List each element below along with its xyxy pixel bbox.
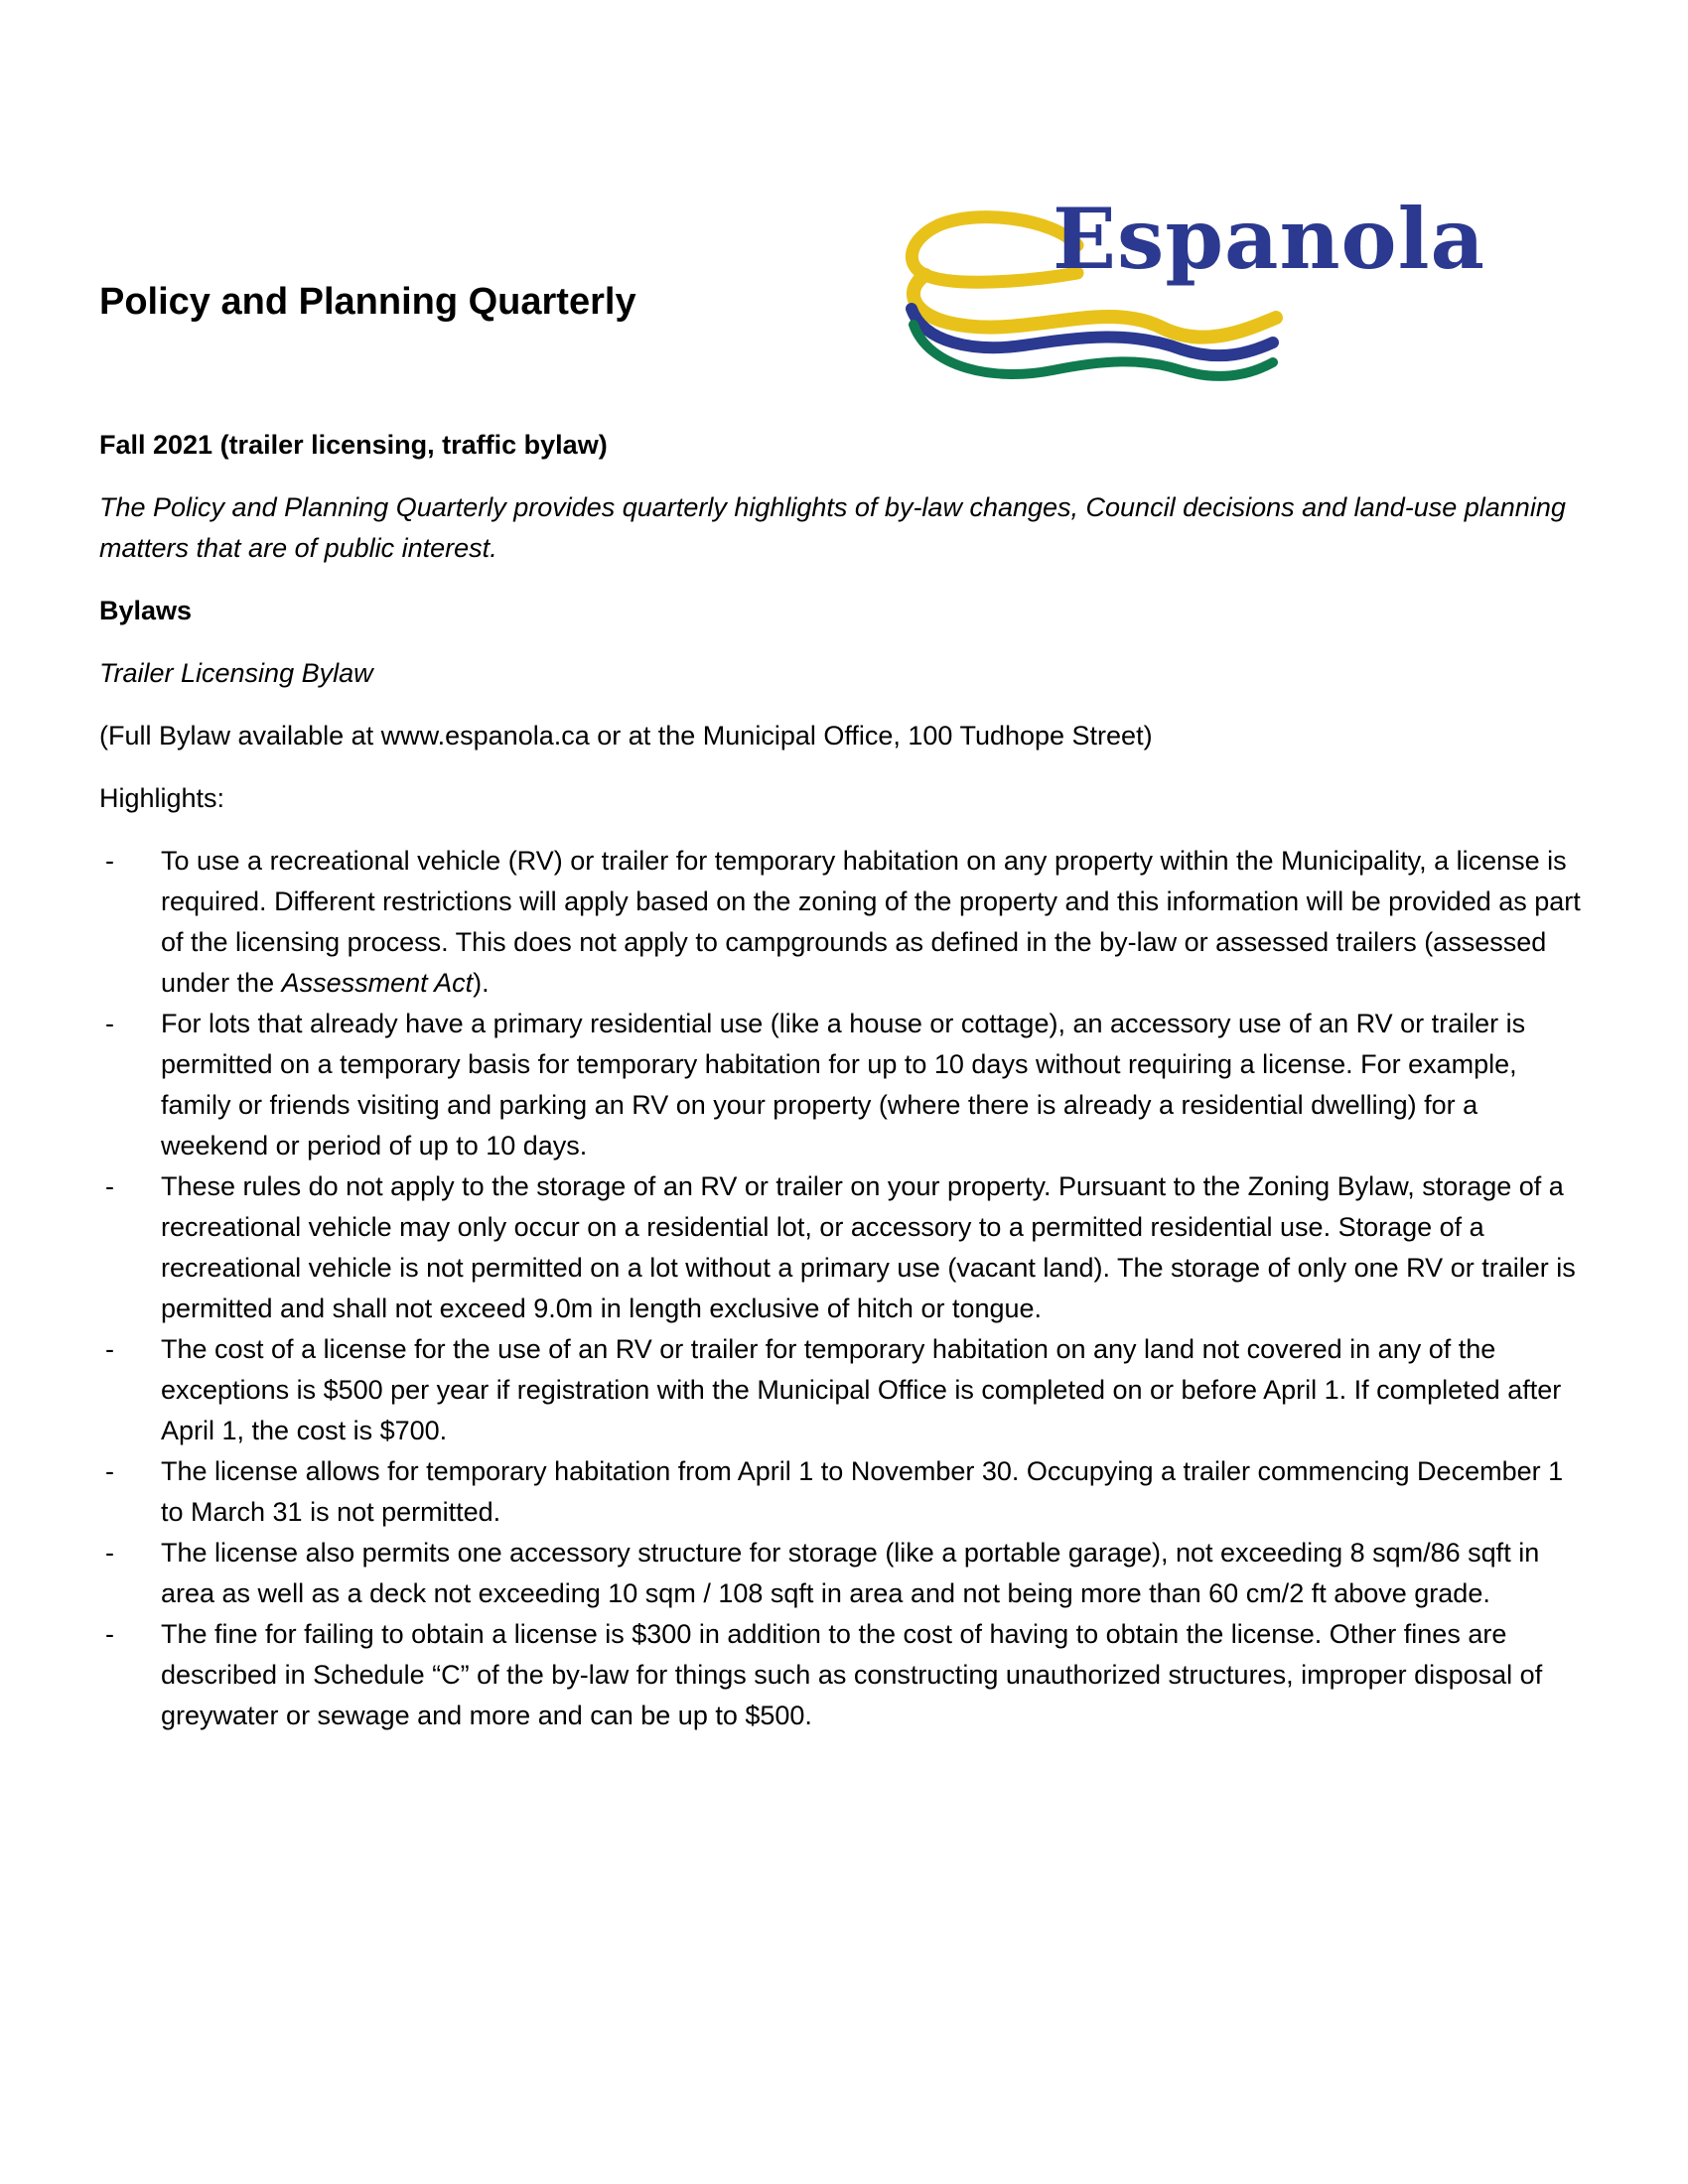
list-item-text: For lots that already have a primary residential use (like a house or cottage), an accessory use of an RV or trailer is permitted on a temporary basis for temporary habitation for up to 10 days without requiring a license. For example, family or friends visiting and parking an RV on your property (where there is already a residential dwelling) for a weekend or period of up to 10 days. <box>161 1009 1526 1160</box>
bullet-marker: - <box>105 1456 114 1486</box>
list-item-text-end: ). <box>473 968 490 998</box>
list-item-text: These rules do not apply to the storage of an RV or trailer on your property. Pursuant to the Zoning Bylaw, storage of a recreational vehicle may only occur on a residential lot, or accessory to a permitted residential use. Storage of a recreational vehicle is not permitted on a lot without a primary use (vacant land). The storage of only one RV or trailer is permitted and shall not exceed 9.0m in length exclusive of hitch or tongue. <box>161 1171 1576 1323</box>
highlights-label: Highlights: <box>99 783 225 813</box>
bullet-marker: - <box>105 1538 114 1568</box>
list-item-text: To use a recreational vehicle (RV) or trailer for temporary habitation on any property within the Municipality, a license is required. Different restrictions will apply based on the zoning of the property and this information will be provided as part of the licensing process. This does not apply to campgrounds as defined in the by-law or assessed trailers (assessed under the <box>161 846 1581 998</box>
issue-heading: Fall 2021 (trailer licensing, traffic bylaw) <box>99 430 608 460</box>
bullet-marker: - <box>105 846 114 876</box>
bullet-marker: - <box>105 1619 114 1649</box>
list-item <box>99 1533 1589 1614</box>
subsection-heading-trailer-licensing: Trailer Licensing Bylaw <box>99 658 373 688</box>
list-item <box>99 841 1589 1004</box>
bullet-marker: - <box>105 1334 114 1364</box>
list-item-text: The fine for failing to obtain a license is $300 in addition to the cost of having to obtain the license. Other fines are described in Schedule “C” of the by-law for things such as constructing unauthorized structures, improper disposal of greywater or sewage and more and can be up to $500. <box>161 1619 1543 1730</box>
list-item <box>99 1329 1589 1451</box>
list-item <box>99 1004 1589 1166</box>
logo-wordmark: Espanola <box>1053 190 1485 288</box>
list-item-text: The license also permits one accessory structure for storage (like a portable garage), not exceeding 8 sqm/86 sqft in area as well as a deck not exceeding 10 sqm / 108 sqft in area and not being more than 60 cm/2 ft above grade. <box>161 1538 1540 1608</box>
intro-paragraph: The Policy and Planning Quarterly provides quarterly highlights of by-law changes, Council decisions and land-use planning matters that are of public interest. <box>99 492 1566 563</box>
list-item-text: The cost of a license for the use of an RV or trailer for temporary habitation on any land not covered in any of the exceptions is $500 per year if registration with the Municipal Office is completed on or before April 1. If completed after April 1, the cost is $700. <box>161 1334 1562 1445</box>
bullet-marker: - <box>105 1009 114 1038</box>
list-item <box>99 1166 1589 1329</box>
document-body <box>99 425 1589 1736</box>
page-title: Policy and Planning Quarterly <box>99 281 636 323</box>
highlights-list <box>99 841 1589 1736</box>
act-name: Assessment Act <box>281 968 474 998</box>
espanola-logo <box>904 190 1509 402</box>
list-item <box>99 1614 1589 1736</box>
bylaw-availability-note: (Full Bylaw available at www.espanola.ca or at the Municipal Office, 100 Tudhope Street) <box>99 721 1153 751</box>
list-item <box>99 1451 1589 1533</box>
list-item-text: The license allows for temporary habitation from April 1 to November 30. Occupying a trailer commencing December 1 to March 31 is not permitted. <box>161 1456 1564 1527</box>
section-heading-bylaws: Bylaws <box>99 596 193 625</box>
bullet-marker: - <box>105 1171 114 1201</box>
